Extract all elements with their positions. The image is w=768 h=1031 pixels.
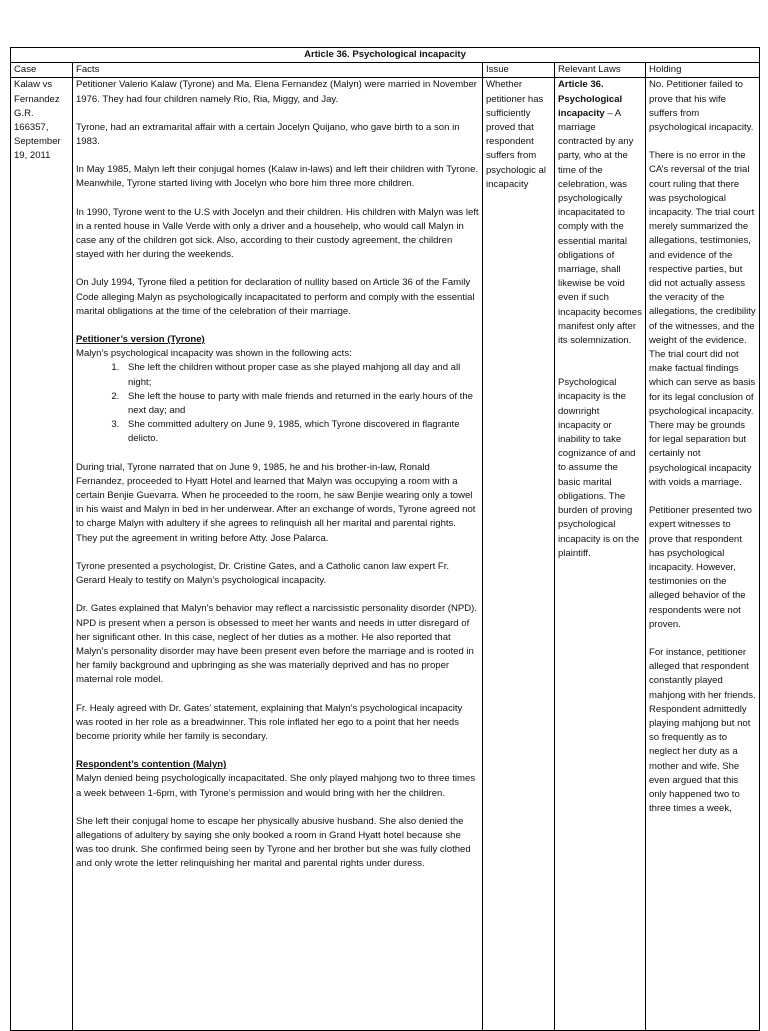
facts-paragraph: In 1990, Tyrone went to the U.S with Jocelyn and their children. His children with Malyn was left in a rented house in Valle Verde with only a driver and a househelp, who would call Malyn in case any of the children got sick. Also, according to their custody agreement, the children stayed with her during the weekends.: [76, 206, 479, 261]
header-issue: Issue: [483, 63, 555, 78]
case-digest-table: [10, 47, 760, 1031]
list-item: 3. She committed adultery on June 9, 1985, which Tyrone discovered in flagrante delicto.: [122, 418, 479, 446]
header-row: [11, 63, 760, 78]
header-holding: Holding: [646, 63, 760, 78]
case-citation: Kalaw vs Fernandez G.R. 166357, September 19, 2011: [14, 79, 61, 162]
issue-cell: [483, 78, 555, 1031]
holding-paragraph: There is no error in the CA’s reversal of the trial court ruling that there was psychological incapacity. The trial court merely summarized the allegations, testimonies, and evidence of the respective parties, but did not actually assess the veracity of the allegations, the credibility of the witnesses, and the weight of the evidence. The trial court did not make factual findings which can serve as basis for its legal conclusion of psychological incapacity. There may be grounds for legal separation but certainly not psychological incapacity with voids a marriage.: [649, 150, 756, 488]
header-facts: Facts: [73, 63, 483, 78]
laws-cell: [555, 78, 646, 1031]
facts-paragraph: On July 1994, Tyrone filed a petition for declaration of nullity based on Article 36 of the Family Code alleging Malyn as psychologically incapacitated to perform and comply with the essential marital obligations at the time of the celebration of their marriage.: [76, 277, 475, 317]
article-heading: Article 36. Psychological incapacity: [558, 79, 623, 119]
article-text: – A marriage contracted by any party, who at the time of the celebration, was psychologically incapacitated to comply with the essential marital obligations of marriage, shall likewise be void even if such incapacity becomes manifest only after its solemnization.: [558, 107, 642, 347]
facts-paragraph: Malyn denied being psychologically incapacitated. She only played mahjong two to three times a week between 1-6pm, with Tyrone’s permission and would bring with her the children.: [76, 773, 476, 799]
facts-paragraph: During trial, Tyrone narrated that on June 9, 1985, he and his brother-in-law, Ronald Fernandez, proceeded to Hyatt Hotel and learned that Malyn was occupying a room with a certain Benjie Guevarra. When he proceeded to the room, he saw Benjie wearing only a towel in his waist and Malyn in bed in her underwear. After an exchange of words, Tyrone agreed not to charge Malyn with adultery if she agrees to relinquish all her marital and parental rights. They put the agreement in writing before Atty. Jose Palarca.: [76, 461, 476, 544]
facts-paragraph: Tyrone presented a psychologist, Dr. Cristine Gates, and a Catholic canon law expert Fr. Gerard Healy to testify on Malyn’s psychological incapacity.: [76, 560, 450, 587]
title-row: [11, 48, 760, 63]
facts-paragraph: She left their conjugal home to escape her physically abusive husband. She also denied the allegations of adultery by saying she only booked a room in Grand Hyatt hotel because she was too drunk. She confirmed being seen by Tyrone and her brother but she was fully clothed and only wrote the letter relinquishing her marital and parental rights under duress.: [76, 815, 471, 870]
table-title: Article 36. Psychological incapacity: [11, 48, 760, 63]
respondent-heading: Respondent’s contention (Malyn): [76, 759, 227, 771]
laws-paragraph: [558, 78, 642, 348]
header-case: Case: [11, 63, 73, 78]
facts-paragraph: Dr. Gates explained that Malyn’s behavior may reflect a narcissistic personality disorder (NPD). NPD is present when a person is obsessed to meet her wants and needs in utter disregard of her significant other. In this case, neglect of her duties as a mother. He also reported that Malyn’s personality disorder may have been present even before the marriage and is rooted in her family background and upbringing as she was materially deprived and has no proper maternal role model.: [76, 603, 477, 686]
petitioner-intro: Malyn’s psychological incapacity was shown in the following acts:: [76, 348, 352, 360]
facts-paragraph: Fr. Healy agreed with Dr. Gates’ statement, explaining that Malyn’s psychological incapacity was rooted in her role as a breadwinner. This role inflated her ego to a point that her needs become priority while her family is secondary.: [76, 702, 463, 742]
petitioner-heading: Petitioner’s version (Tyrone): [76, 334, 205, 346]
list-item: 1. She left the children without proper case as she played mahjong all day and all night;: [122, 361, 479, 389]
holding-cell: [646, 78, 760, 1031]
issue-text: Whether petitioner has sufficiently proved that respondent suffers from psychologic al incapacity: [486, 79, 546, 190]
holding-paragraph: No. Petitioner failed to prove that his wife suffers from psychological incapacity.: [649, 79, 754, 134]
facts-cell: [73, 78, 483, 1031]
case-row: [11, 78, 760, 1031]
facts-paragraph: In May 1985, Malyn left their conjugal homes (Kalaw in-laws) and left their children with Tyrone. Meanwhile, Tyrone started living with Jocelyn who bore him three more children.: [76, 164, 479, 190]
case-cell: [11, 78, 73, 1031]
header-relevant-laws: Relevant Laws: [555, 63, 646, 78]
facts-paragraph: Petitioner Valerio Kalaw (Tyrone) and Ma. Elena Fernandez (Malyn) were married in November 1976. They had four children namely Rio, Ria, Miggy, and Jay.: [76, 79, 477, 105]
list-item: 2. She left the house to party with male friends and returned in the early hours of the next day; and: [122, 390, 479, 418]
holding-paragraph: For instance, petitioner alleged that respondent constantly played mahjong with her friends. Respondent admittedly playing mahjong but not so frequently as to neglect her duty as a mother and wife. She even argued that this only happened two to three times a week,: [649, 646, 756, 815]
acts-list: [76, 361, 479, 446]
holding-paragraph: Petitioner presented two expert witnesses to prove that respondent has psychological incapacity. However, testimonies on the alleged behavior of the respondents were not proven.: [649, 505, 752, 630]
laws-paragraph: Psychological incapacity is the downright incapacity or inability to take cognizance of and to assume the basic marital obligations. The burden of proving psychological incapacity is on the plaintiff.: [558, 377, 640, 559]
facts-paragraph: Tyrone, had an extramarital affair with a certain Jocelyn Quijano, who gave birth to a son in 1983.: [76, 121, 460, 148]
